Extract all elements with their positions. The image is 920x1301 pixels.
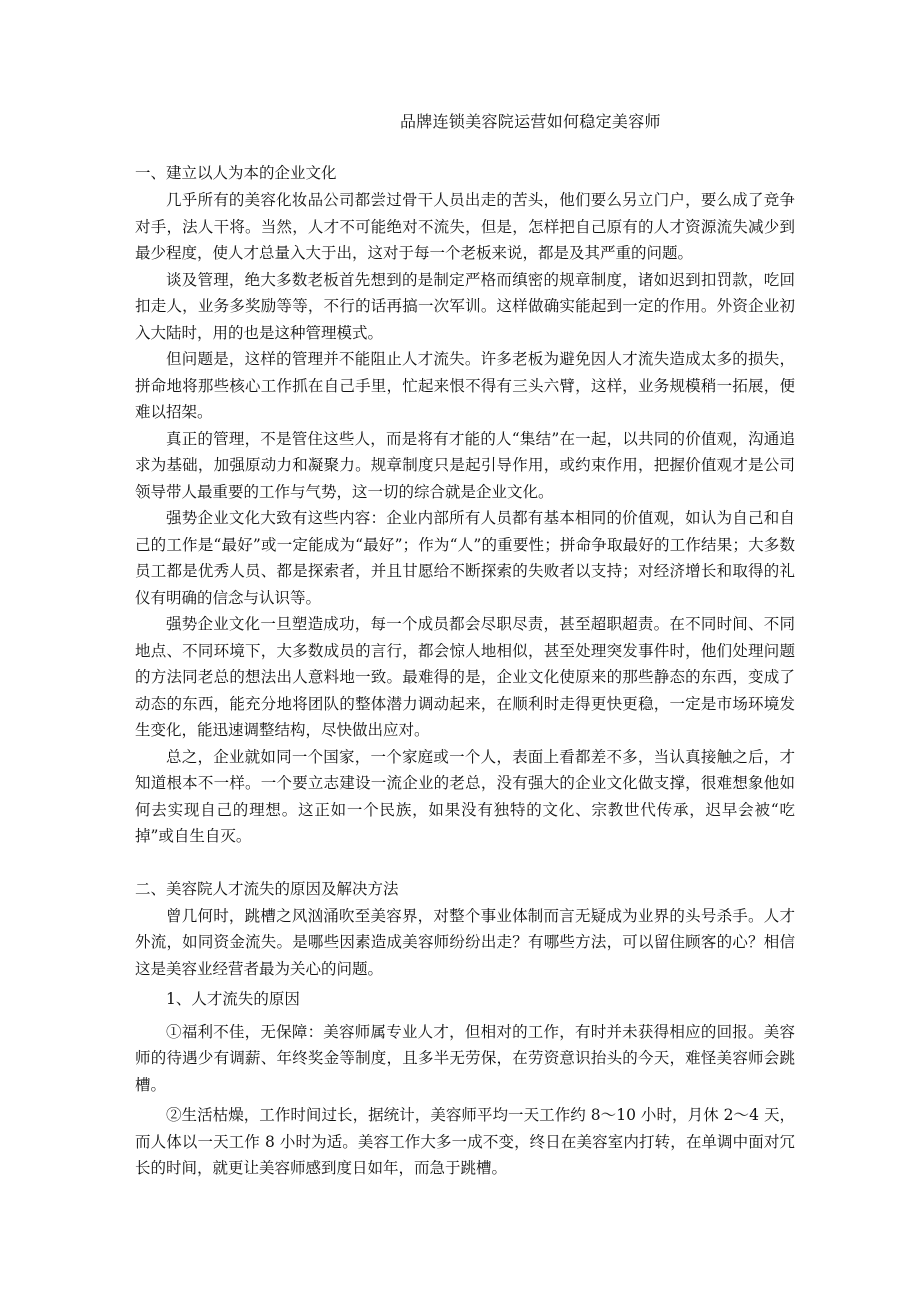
section-spacer: [135, 850, 795, 876]
paragraph: 强势企业文化大致有这些内容：企业内部所有人员都有基本相同的价值观，如认为自己和自己的工作是“最好”或一定能成为“最好”；作为“人”的重要性；拼命争取最好的工作结果；大多数员工都是优秀人员、都是探索者，并且甘愿给不断探索的失败者以支持；对经济增长和取得的礼仪有明确的信念与认识等。: [135, 509, 795, 607]
section-heading-1: 一、建立以人为本的企业文化: [135, 164, 337, 182]
list-item: ①福利不佳，无保障：美容师属专业人才，但相对的工作，有时并未获得相应的回报。美容师的待遇少有调薪、年终奖金等制度，且多半无劳保，在劳资意识抬头的今天，难怪美容师会跳槽。: [135, 1022, 795, 1094]
paragraph: 真正的管理，不是管住这些人，而是将有才能的人“集结”在一起，以共同的价值观，沟通追求为基础，加强原动力和凝聚力。规章制度只是起引导作用，或约束作用，把握价值观才是公司领导带人最重要的工作与气势，这一切的综合就是企业文化。: [135, 429, 795, 501]
paragraph: 但问题是，这样的管理并不能阻止人才流失。许多老板为避免因人才流失造成太多的损失，拼命地将那些核心工作抓在自己手里，忙起来恨不得有三头六臂，这样，业务规模稍一拓展，便难以招架。: [135, 350, 795, 421]
section-heading-2: 二、美容院人才流失的原因及解决方法: [135, 879, 399, 898]
paragraph: 强势企业文化一旦塑造成功，每一个成员都会尽职尽责，甚至超职超责。在不同时间、不同地点、不同环境下，大多数成员的言行，都会惊人地相似，甚至处理突发事件时，他们处理问题的方法同老总的想法出人意料地一致。最难得的是，企业文化使原来的那些静态的东西，变成了动态的东西，能充分地将团队的整体潜力调动起来，在顺利时走得更快更稳，一定是市场环境发生变化，能迅速调整结构，尽快做出应对。: [135, 615, 795, 739]
paragraph: 总之，企业就如同一个国家，一个家庭或一个人，表面上看都差不多，当认真接触之后，才知道根本不一样。一个要立志建设一流企业的老总，没有强大的企业文化做支撑，很难想象他如何去实现自己的理想。这正如一个民族，如果没有独特的文化、宗教世代传承，迟早会被“吃掉”或自生自灭。: [135, 747, 795, 845]
document-body: [135, 160, 795, 1182]
paragraph: 曾几何时，跳槽之风汹涌吹至美容界，对整个事业体制而言无疑成为业界的头号杀手。人才外流，如同资金流失。是哪些因素造成美容师纷纷出走？有哪些方法，可以留住顾客的心？相信这是美容业经营者最为关心的问题。: [135, 906, 795, 978]
sub-heading: 1、人才流失的原因: [166, 990, 300, 1008]
paragraph: 谈及管理，绝大多数老板首先想到的是制定严格而缜密的规章制度，诸如迟到扣罚款，吃回扣走人，业务多奖励等等，不行的话再搞一次军训。这样做确实能起到一定的作用。外资企业初入大陆时，用的也是这种管理模式。: [135, 270, 795, 342]
document-title: 品牌连锁美容院运营如何稳定美容师: [400, 112, 661, 131]
list-item: ②生活枯燥，工作时间过长，据统计，美容师平均一天工作约 8～10 小时，月休 2～4 天，而人体以一天工作 8 小时为适。美容工作大多一成不变，终日在美容室内打转，在单调中面对冗长的时间，就更让美容师感到度日如年，而急于跳槽。: [135, 1106, 795, 1177]
paragraph: 几乎所有的美容化妆品公司都尝过骨干人员出走的苦头，他们要么另立门户，要么成了竞争对手，法人干将。当然，人才不可能绝对不流失，但是，怎样把自己原有的人才资源流失减少到最少程度，使人才总量入大于出，这对于每一个老板来说，都是及其严重的问题。: [135, 191, 795, 262]
